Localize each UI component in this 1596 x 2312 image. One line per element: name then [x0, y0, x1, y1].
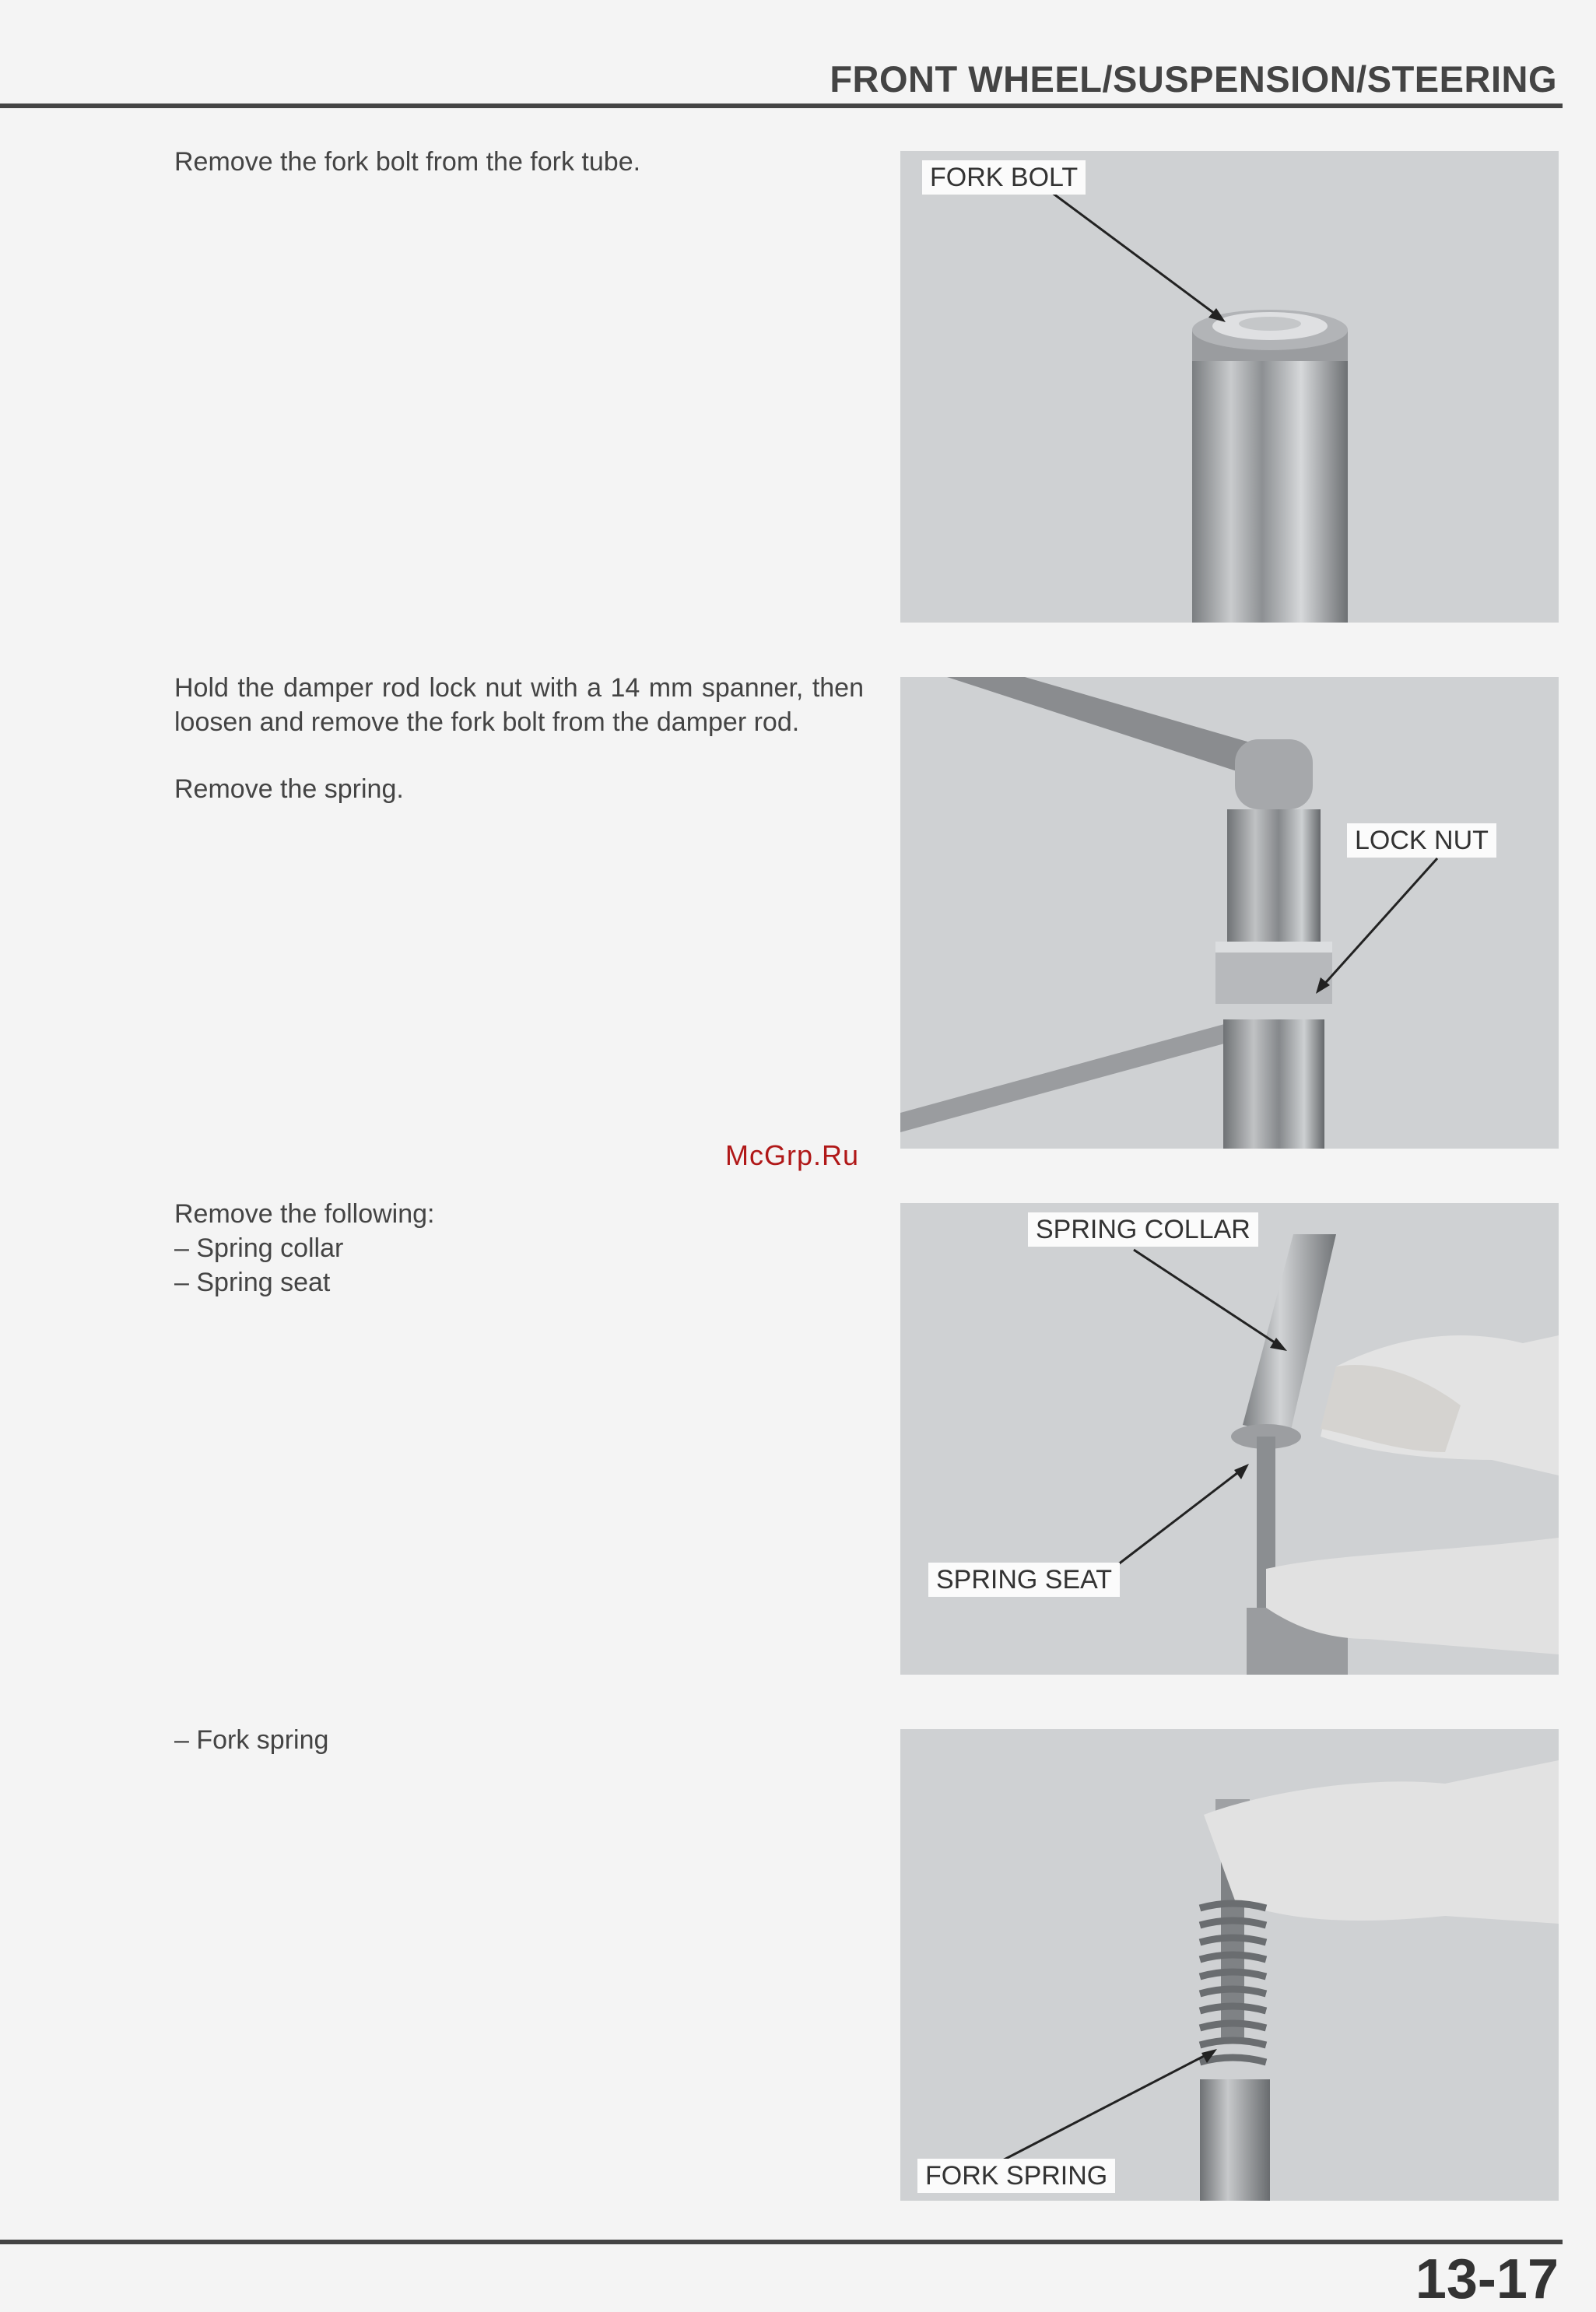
step-3-intro: Remove the following:: [174, 1199, 435, 1229]
step-4-list: [174, 1723, 864, 1757]
step-1-paragraph: Remove the fork bolt from the fork tube.: [174, 147, 641, 177]
figure-fork-spring: [900, 1729, 1559, 2201]
lock-nut-photo: [900, 677, 1559, 1149]
step-2-text: [174, 671, 864, 839]
fork-bolt-photo: [900, 151, 1559, 623]
step-2-paragraph-2: Remove the spring.: [174, 774, 404, 804]
callout-spring-collar: SPRING COLLAR: [1028, 1212, 1258, 1247]
list-item: – Fork spring: [174, 1725, 329, 1755]
header-rule: [0, 103, 1563, 108]
page-number: 13-17: [1415, 2248, 1559, 2310]
list-item: – Spring seat: [174, 1268, 331, 1297]
callout-fork-spring: FORK SPRING: [917, 2159, 1115, 2193]
section-title: FRONT WHEEL/SUSPENSION/STEERING: [830, 58, 1557, 100]
spring-collar-photo: [900, 1203, 1559, 1675]
fork-spring-photo: [900, 1729, 1559, 2201]
figure-lock-nut: [900, 677, 1559, 1149]
figure-fork-bolt: [900, 151, 1559, 623]
watermark: McGrp.Ru: [725, 1139, 860, 1171]
callout-lock-nut: LOCK NUT: [1347, 823, 1496, 858]
step-3-text: [174, 1197, 864, 1300]
step-3-list: [174, 1231, 864, 1300]
callout-spring-seat: SPRING SEAT: [928, 1563, 1120, 1597]
callout-fork-bolt: FORK BOLT: [922, 160, 1086, 195]
step-1-text: [174, 145, 864, 212]
footer-rule: [0, 2240, 1563, 2244]
step-2-paragraph-1: Hold the damper rod lock nut with a 14 mm spanner, then loosen and remove the fork bolt from the damper rod.: [174, 673, 864, 737]
figure-spring-collar-seat: [900, 1203, 1559, 1675]
list-item: – Spring collar: [174, 1233, 344, 1263]
step-4-text: [174, 1723, 864, 1757]
